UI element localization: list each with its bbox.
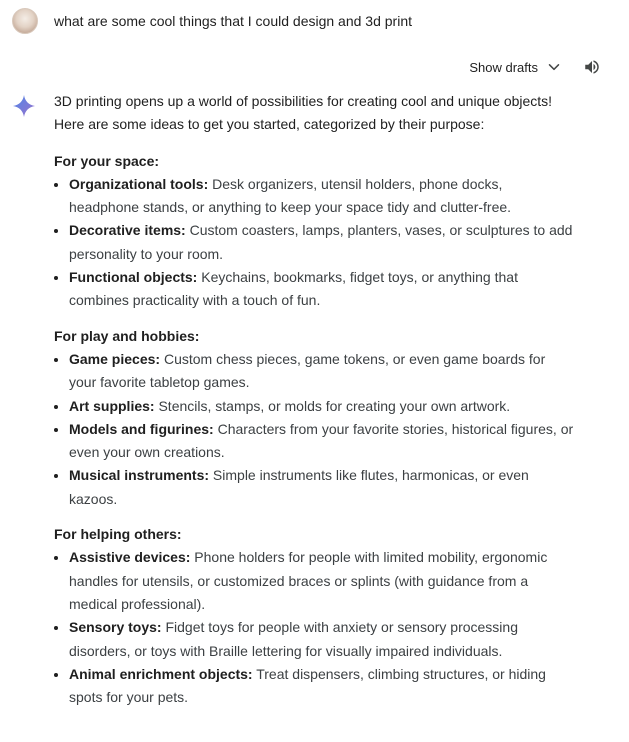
section-heading: For helping others: [54, 526, 182, 543]
gemini-spark-icon [12, 94, 36, 123]
show-drafts-label: Show drafts [469, 59, 538, 75]
list-item [69, 663, 574, 710]
item-term: Art supplies: [69, 397, 155, 414]
item-desc: Keychains, bookmarks, fidget toys, or anything that combines practicality with a touch of fun. [69, 269, 518, 309]
response-body [54, 90, 574, 721]
item-desc: Custom coasters, lamps, planters, vases, or sculptures to add personality to your room. [69, 222, 573, 262]
chevron-down-icon [547, 60, 561, 74]
list-item [69, 348, 574, 395]
item-term: Decorative items: [69, 222, 186, 239]
item-term: Animal enrichment objects: [69, 665, 253, 682]
user-prompt [12, 8, 412, 34]
idea-list [54, 348, 574, 511]
idea-list [54, 173, 574, 313]
list-item [69, 266, 574, 313]
list-item [69, 616, 574, 663]
item-desc: Stencils, stamps, or molds for creating your own artwork. [158, 397, 511, 414]
item-term: Musical instruments: [69, 467, 210, 484]
item-desc: Phone holders for people with limited mobility, ergonomic handles for utensils, or customized braces or splints (with guidance from a medical professional). [69, 549, 548, 612]
list-item [69, 546, 574, 616]
item-term: Sensory toys: [69, 619, 162, 636]
list-item [69, 418, 574, 465]
speaker-icon[interactable] [583, 58, 601, 76]
response-toolbar [469, 58, 601, 76]
item-term: Models and figurines: [69, 420, 214, 437]
prompt-text: what are some cool things that I could design and 3d print [54, 13, 412, 29]
item-desc: Treat dispensers, climbing structures, or hiding spots for your pets. [69, 665, 546, 706]
section-heading: For play and hobbies: [54, 327, 200, 344]
item-desc: Custom chess pieces, game tokens, or even game boards for your favorite tabletop games. [69, 350, 546, 391]
item-term: Assistive devices: [69, 549, 191, 566]
show-drafts-button[interactable] [469, 60, 561, 75]
item-desc: Desk organizers, utensil holders, phone docks, headphone stands, or anything to keep your space tidy and clutter-free. [69, 175, 512, 216]
list-item [69, 464, 574, 511]
item-desc: Simple instruments like flutes, harmonicas, or even kazoos. [69, 467, 529, 507]
section-heading: For your space: [54, 152, 160, 169]
list-item [69, 395, 574, 418]
item-term: Game pieces: [69, 350, 161, 367]
list-item [69, 219, 574, 266]
item-term: Organizational tools: [69, 175, 209, 192]
avatar[interactable] [12, 8, 38, 34]
item-desc: Fidget toys for people with anxiety or sensory processing disorders, or toys with Braille lettering for visually impaired individuals. [69, 619, 518, 659]
idea-list [54, 546, 574, 709]
list-item [69, 173, 574, 220]
item-term: Functional objects: [69, 269, 198, 286]
response-intro: 3D printing opens up a world of possibilities for creating cool and unique objects! Here are some ideas to get you started, categorized by their purpose: [54, 93, 553, 133]
item-desc: Characters from your favorite stories, historical figures, or even your own creations. [69, 420, 574, 461]
